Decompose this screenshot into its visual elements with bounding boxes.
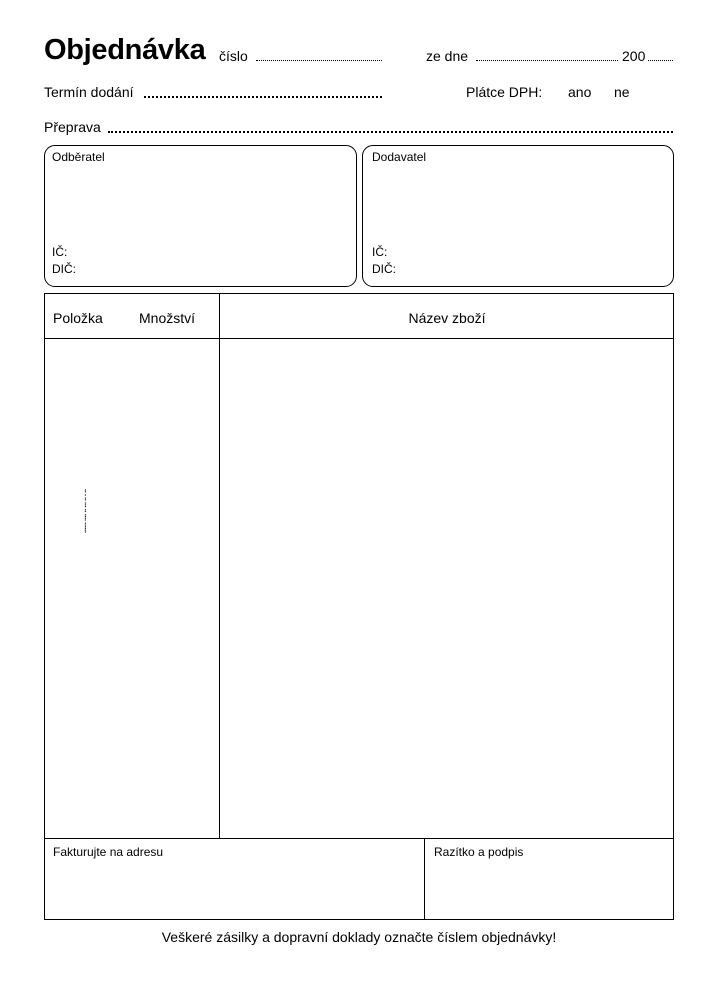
invoice-address-area[interactable] <box>45 862 423 919</box>
year-prefix: 200 <box>622 48 646 64</box>
order-number-field[interactable] <box>256 60 382 61</box>
vat-yes-option[interactable]: ano <box>568 84 592 100</box>
footer-note: Veškeré zásilky a dopravní doklady označte číslem objednávky! <box>161 929 557 945</box>
customer-ic-label: IČ: <box>52 245 68 259</box>
supplier-box[interactable] <box>362 145 674 287</box>
transport-label: Přeprava <box>44 119 101 135</box>
stamp-signature-label: Razítko a podpis <box>434 845 524 859</box>
delivery-term-field[interactable] <box>144 96 382 98</box>
table-bottom-divider <box>44 838 674 839</box>
col-qty-header: Množství <box>139 310 196 326</box>
customer-dic-label: DIČ: <box>52 262 76 276</box>
vat-payer-label: Plátce DPH: <box>466 84 543 100</box>
customer-label: Odběratel <box>52 150 105 164</box>
order-number-label: číslo <box>219 48 248 64</box>
supplier-ic-label: IČ: <box>372 245 388 259</box>
stamp-signature-area[interactable] <box>425 862 673 919</box>
goods-name-area[interactable] <box>220 339 673 838</box>
printer-mark: ▪▪▪▪▪▪ ▪▪▪▪ ▪▪ ▪▪▪ ▪▪ ▪ ▪▪ <box>83 489 89 533</box>
delivery-term-label: Termín dodání <box>44 84 134 100</box>
customer-box[interactable] <box>44 145 357 287</box>
order-date-label: ze dne <box>426 48 469 64</box>
col-name-header: Název zboží <box>408 310 486 326</box>
order-date-field[interactable] <box>476 60 618 61</box>
year-suffix-field[interactable] <box>648 60 673 61</box>
supplier-label: Dodavatel <box>372 150 427 164</box>
vat-no-option[interactable]: ne <box>614 84 630 100</box>
col-item-header: Položka <box>53 310 103 326</box>
transport-field[interactable] <box>108 131 673 133</box>
form-title: Objednávka <box>44 34 206 66</box>
supplier-dic-label: DIČ: <box>372 262 396 276</box>
invoice-address-label: Fakturujte na adresu <box>53 845 164 859</box>
items-qty-area[interactable] <box>45 339 219 838</box>
